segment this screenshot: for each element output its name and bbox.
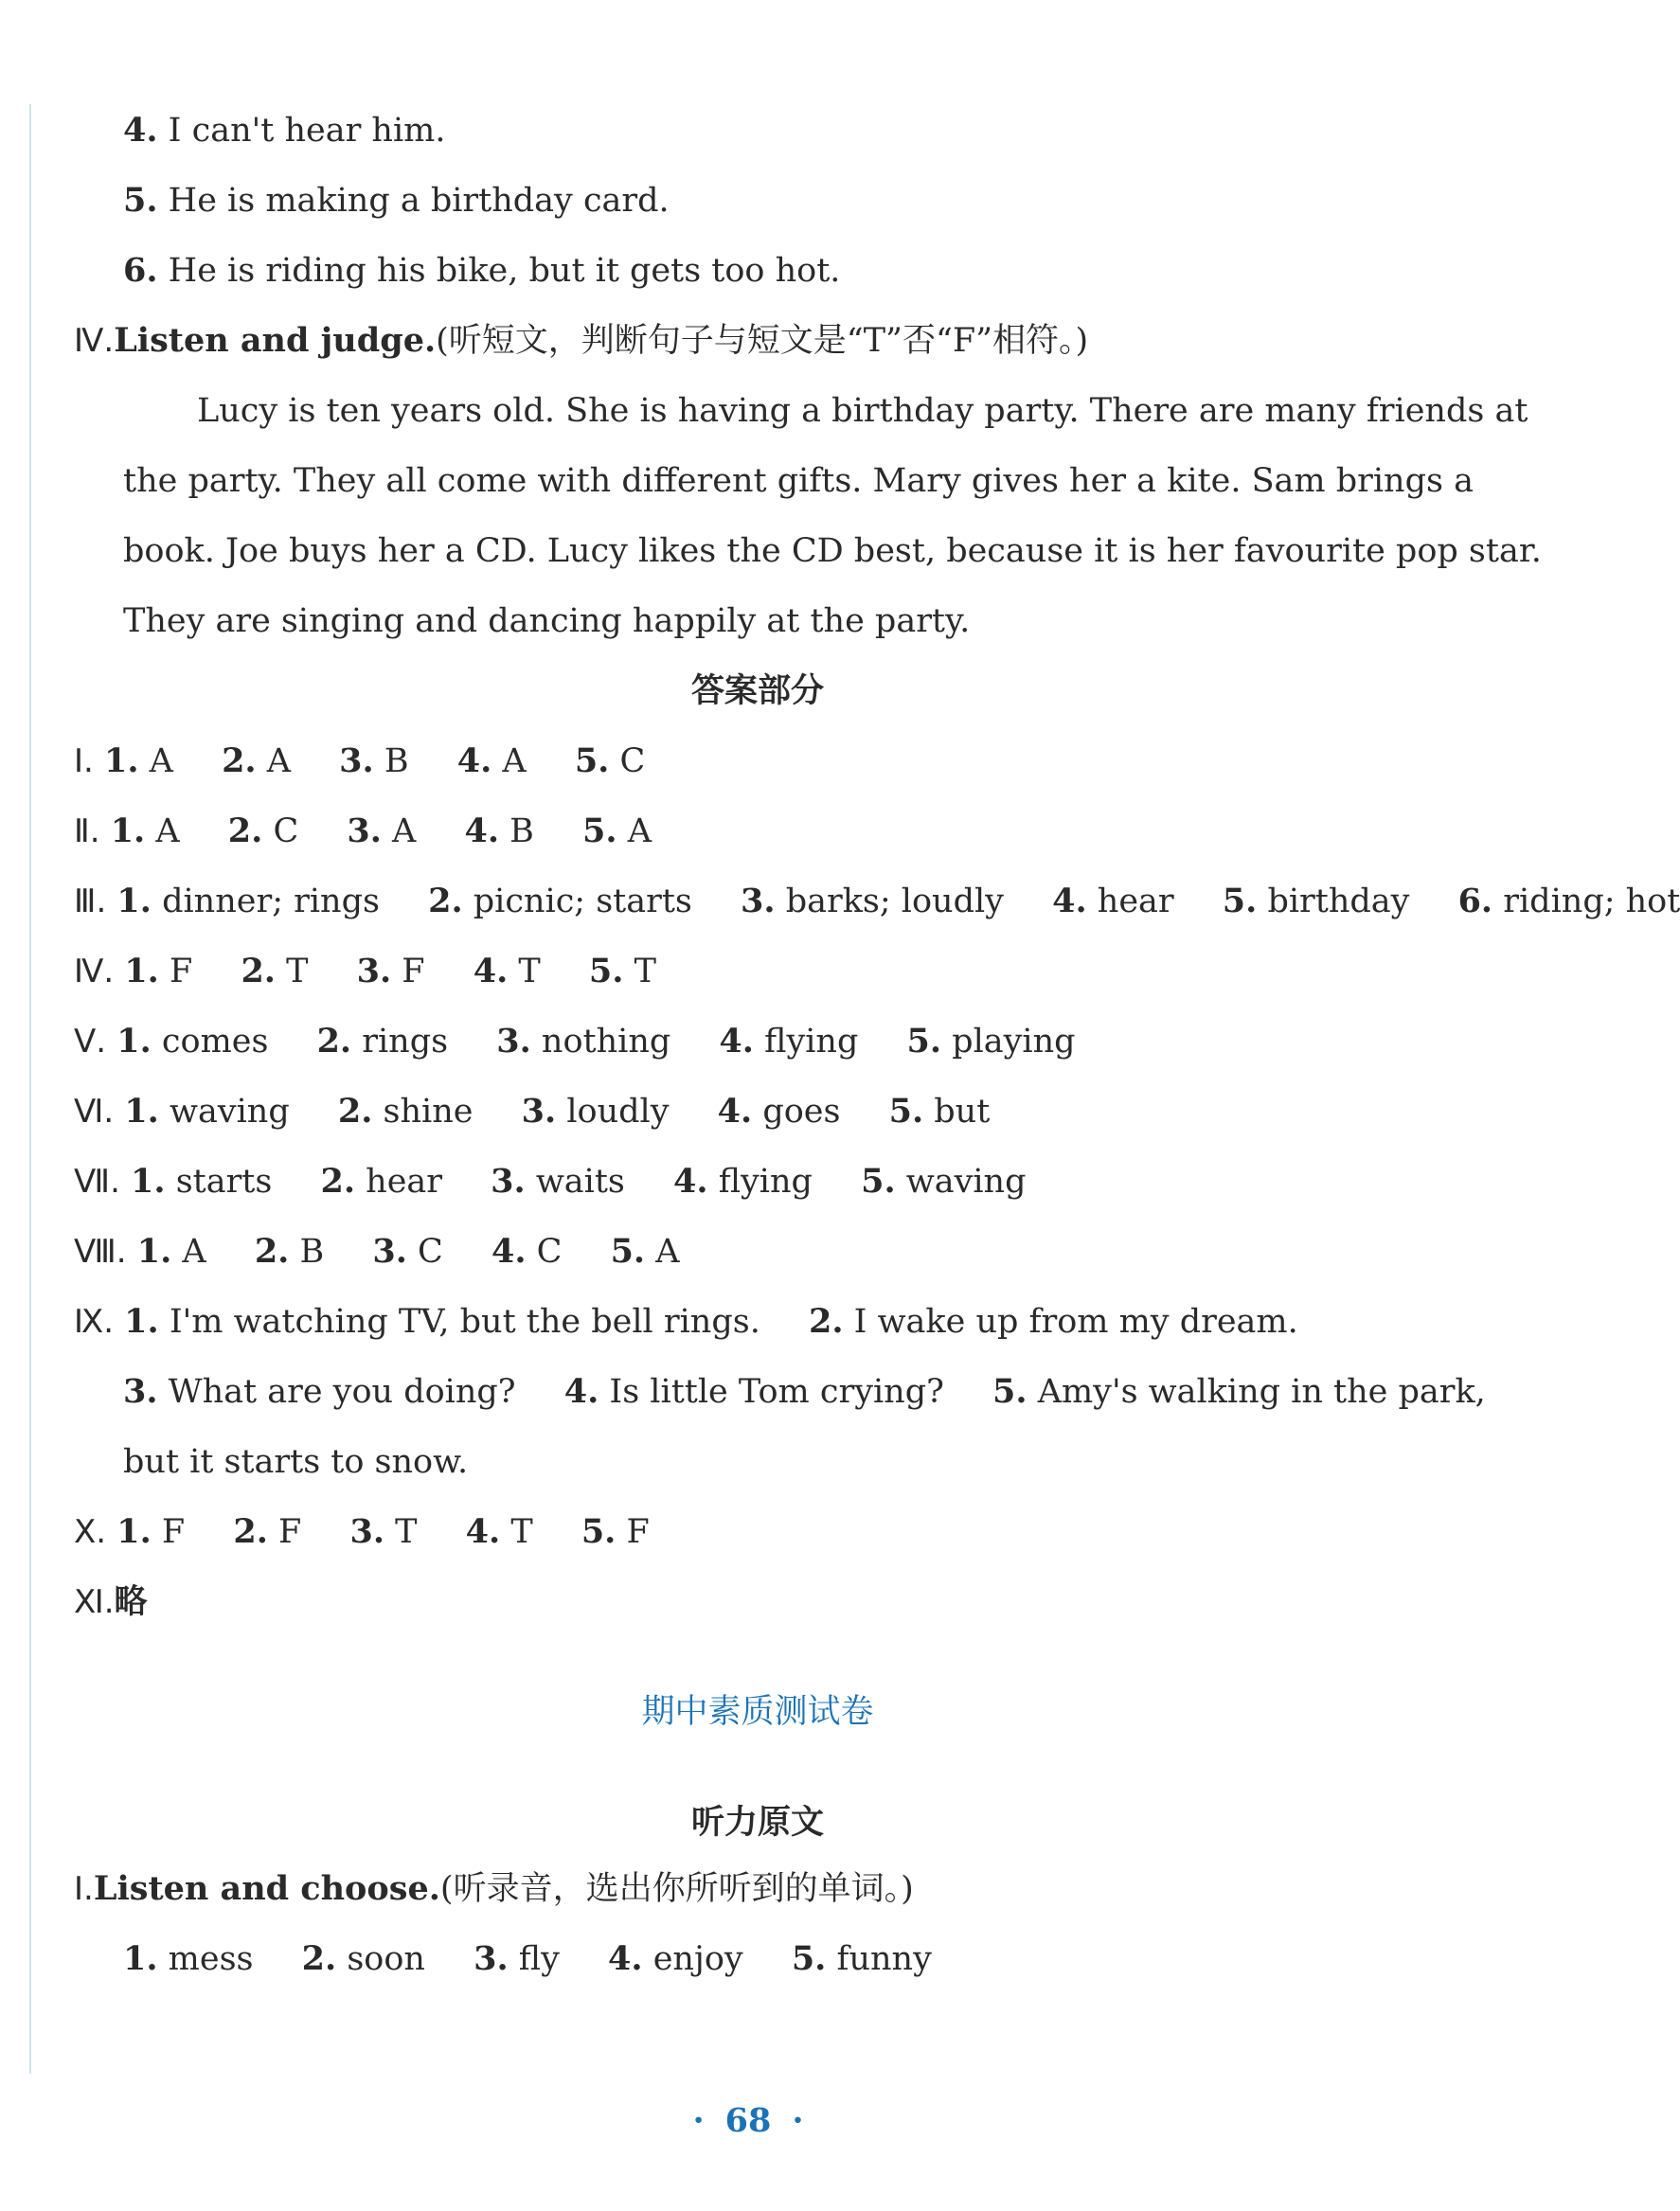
answer-row: Ⅳ. 1. F 2. T 3. F 4. T 5. T (74, 952, 656, 990)
midterm-title: 期中素质测试卷 (641, 1693, 874, 1731)
answer-row: Ⅰ. 1. A 2. A 3. B 4. A 5. C (74, 741, 646, 780)
answer-row: Ⅵ. 1. waving 2. shine 3. loudly 4. goes 5. but (74, 1092, 991, 1131)
answer-row: Ⅹ. 1. F 2. F 3. T 4. T 5. F (74, 1512, 650, 1551)
passage-line: They are singing and dancing happily at the party. (123, 602, 971, 640)
answer-row: 1. mess 2. soon 3. fly 4. enjoy 5. funny (123, 1939, 932, 1978)
answers-heading: 答案部分 (690, 672, 824, 710)
answer-row: Ⅷ. 1. A 2. B 3. C 4. C 5. A (74, 1232, 680, 1271)
text-line: 5. He is making a birthday card. (123, 181, 670, 220)
section-heading: Ⅳ.Listen and judge.(听短文，判断句子与短文是“T”否“F”相符。) (74, 321, 1089, 360)
passage-line: Lucy is ten years old. She is having a birthday party. There are many friends at (197, 392, 1528, 430)
passage-line: the party. They all come with different gifts. Mary gives her a kite. Sam brings a (123, 462, 1474, 500)
answer-row: Ⅺ.略 (74, 1582, 148, 1621)
text-line: 4. I can't hear him. (123, 111, 446, 150)
text-line: 6. He is riding his bike, but it gets too hot. (123, 251, 841, 290)
answer-row: but it starts to snow. (123, 1443, 469, 1481)
margin-rule (29, 104, 31, 2074)
section-heading: Ⅰ.Listen and choose.(听录音，选出你所听到的单词。) (74, 1869, 914, 1908)
answer-row: Ⅴ. 1. comes 2. rings 3. nothing 4. flying 5. playing (74, 1022, 1076, 1061)
answer-row: Ⅶ. 1. starts 2. hear 3. waits 4. flying 5. waving (74, 1162, 1027, 1201)
answer-row: Ⅱ. 1. A 2. C 3. A 4. B 5. A (74, 811, 652, 850)
listening-heading: 听力原文 (690, 1804, 824, 1842)
answer-row: Ⅲ. 1. dinner; rings 2. picnic; starts 3. barks; loudly 4. hear 5. birthday 6. riding; hot (74, 882, 1680, 920)
passage-line: book. Joe buys her a CD. Lucy likes the CD best, because it is her favourite pop star. (123, 532, 1542, 570)
answer-row: 3. What are you doing? 4. Is little Tom crying? 5. Amy's walking in the park, (123, 1372, 1486, 1411)
bullet-icon: · (792, 2101, 804, 2140)
page-number: · 68 · (0, 2093, 1496, 2149)
bullet-icon: · (692, 2101, 705, 2140)
answer-row: Ⅸ. 1. I'm watching TV, but the bell rings. 2. I wake up from my dream. (74, 1302, 1298, 1341)
